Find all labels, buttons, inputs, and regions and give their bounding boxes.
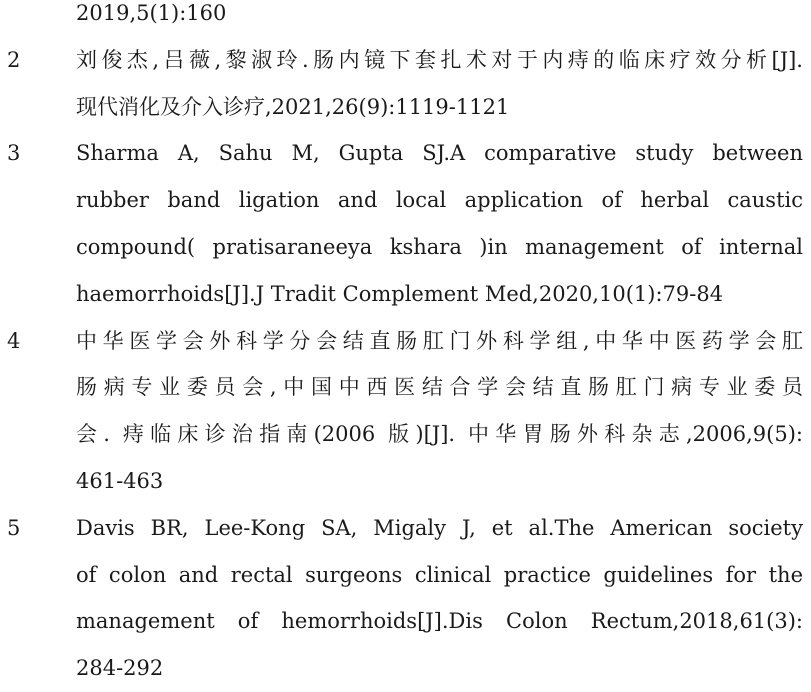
reference-number: 4: [7, 328, 21, 353]
reference-item: [0, 505, 811, 692]
reference-line: haemorrhoids[J].J Tradit Complement Med,2020,10(1):79-84: [76, 281, 724, 306]
reference-line: 中华医学会外科学分会结直肠肛门外科学组,中华中医药学会肛: [76, 328, 803, 353]
reference-item: [0, 130, 811, 317]
reference-line: 刘俊杰,吕薇,黎淑玲.肠内镜下套扎术对于内痔的临床疗效分析[J].: [76, 47, 803, 72]
reference-line: Davis BR, Lee-Kong SA, Migaly J, et al.The American society: [76, 515, 803, 540]
reference-line: management of hemorrhoids[J].Dis Colon Rectum,2018,61(3):: [76, 609, 803, 634]
reference-line: 2019,5(1):160: [76, 1, 227, 25]
reference-item: [0, 37, 811, 131]
reference-line: 肠病专业委员会,中国中西医结合学会结直肠肛门病专业委员: [76, 375, 803, 400]
reference-number: 3: [7, 141, 21, 166]
reference-line: compound( pratisaraneeya kshara )in management of internal: [76, 234, 803, 259]
reference-line: 284-292: [76, 656, 164, 681]
reference-number: 5: [7, 515, 21, 540]
reference-line: of colon and rectal surgeons clinical practice guidelines for the: [76, 562, 803, 587]
reference-item: [0, 0, 811, 37]
reference-item: [0, 318, 811, 505]
reference-line: Sharma A, Sahu M, Gupta SJ.A comparative study between: [76, 141, 803, 166]
reference-line: 现代消化及介入诊疗,2021,26(9):1119-1121: [76, 94, 510, 119]
reference-number: 2: [7, 47, 21, 72]
reference-line: 会. 痔临床诊治指南(2006 版)[J]. 中华胃肠外科杂志,2006,9(5):: [76, 422, 803, 447]
reference-line: rubber band ligation and local application of herbal caustic: [76, 188, 803, 213]
reference-line: 461-463: [76, 468, 164, 493]
